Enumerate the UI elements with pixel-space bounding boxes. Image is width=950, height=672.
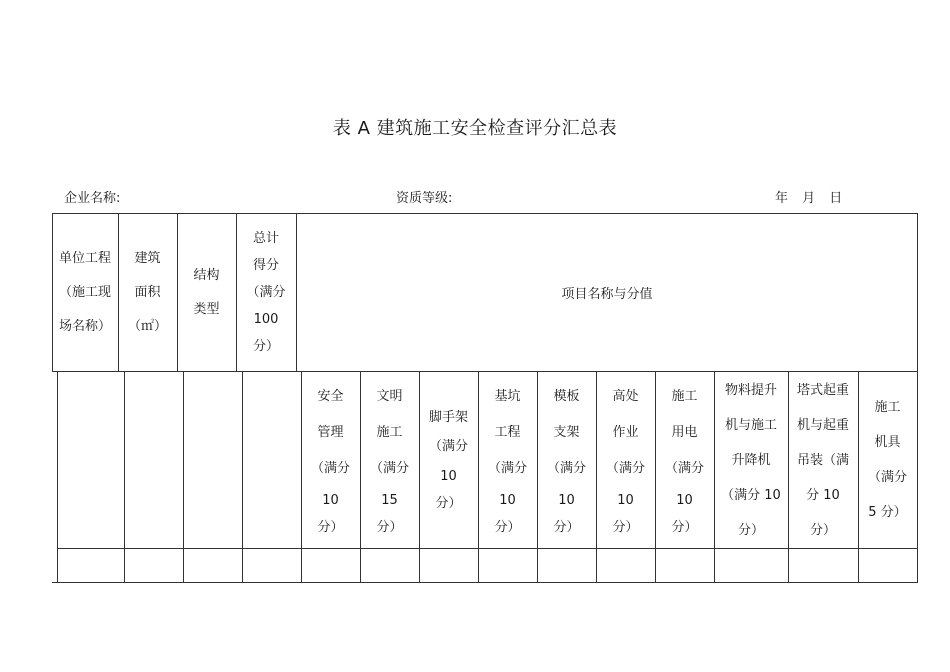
item-civilized-construction: 文明 施工 （满分 15 分） (369, 389, 409, 535)
item-formwork-support: 模板 支架 （满分 10 分） (546, 389, 586, 535)
item-material-hoist: 物料提升 机与施工 升降机 （满分 10 分） (721, 382, 781, 538)
item-construction-electricity: 施工 用电 （满分 10 分） (664, 389, 704, 535)
item-construction-machinery: 施工 机具 （满分 5 分） (867, 400, 907, 520)
header-items-title: 项目名称与分值 (561, 287, 653, 302)
item-safety-management: 安全 管理 （满分 10 分） (310, 389, 350, 535)
empty-data-row (57, 548, 918, 582)
header-structure-type: 结构 类型 (193, 267, 220, 317)
company-name-label: 企业名称: (64, 191, 121, 206)
header-building-area: 建筑 面积 （㎡） (127, 250, 167, 334)
item-work-at-height: 高处 作业 （满分 10 分） (605, 389, 645, 535)
qualification-grade-label: 资质等级: (396, 191, 453, 206)
date-label: 年 月 日 (775, 191, 843, 206)
item-tower-crane: 塔式起重 机与起重 吊装（满 分 10 分） (796, 382, 849, 538)
header-total-score: 总计 得分 （满分 100 分） (246, 231, 286, 354)
header-unit-project: 单位工程 （施工现 场名称） (58, 250, 111, 334)
document-title: 表 A 建筑施工安全检查评分汇总表 (332, 118, 618, 139)
item-foundation-pit: 基坑 工程 （满分 10 分） (487, 389, 527, 535)
item-scaffolding: 脚手架 （满分 10 分） (428, 409, 468, 511)
